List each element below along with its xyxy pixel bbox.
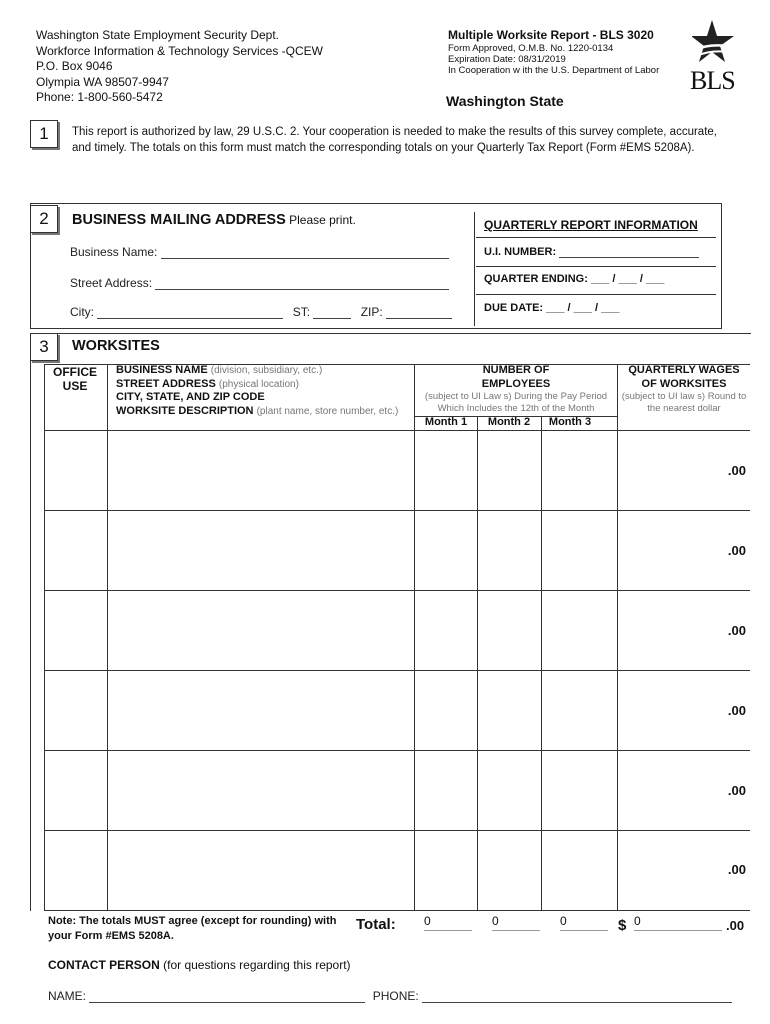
dollar-sign: $ (618, 917, 627, 934)
worksites-table (30, 333, 751, 911)
worksites-title: WORKSITES (72, 338, 160, 354)
totals-note: Note: The totals MUST agree (except for rounding) with your Form #EMS 5208A. (48, 915, 337, 942)
state-input[interactable] (313, 306, 351, 319)
row-2-wages-cents[interactable]: .00 (727, 543, 746, 558)
row-divider (44, 830, 750, 831)
zip-label: ZIP: (360, 305, 383, 319)
business-mailing-title (72, 212, 356, 228)
contact-heading (48, 958, 351, 972)
business-name-row (70, 245, 449, 259)
grid-line (617, 364, 618, 910)
month-3-header: Month 3 (548, 416, 592, 428)
office-use-header: OFFICE USE (53, 365, 97, 393)
row-1-wages-cents[interactable]: .00 (727, 463, 746, 478)
contact-name-input[interactable] (89, 990, 365, 1003)
worksite-desc-head: WORKSITE DESCRIPTION (116, 404, 254, 417)
employees-title: NUMBER OF EMPLOYEES (481, 364, 551, 390)
agency-line: P.O. Box 9046 (36, 59, 113, 73)
business-name-note: (division, subsidiary, etc.) (210, 365, 323, 376)
row-4-wages-cents[interactable]: .00 (727, 703, 746, 718)
please-print: Please print. (285, 213, 356, 227)
contact-note: (for questions regarding this report) (159, 958, 351, 972)
grid-line (477, 416, 478, 910)
row-divider (44, 590, 750, 591)
employees-header (416, 364, 616, 415)
row-divider (44, 910, 750, 911)
grid-line (107, 364, 108, 910)
month-1-header: Month 1 (424, 416, 468, 428)
grid-line (541, 416, 542, 910)
wages-note: (subject to UI law s) Round to the nearest dollar (621, 391, 747, 414)
quarter-ending-label[interactable]: QUARTER ENDING: ___ / ___ / ___ (484, 273, 665, 285)
ui-number-input[interactable] (559, 247, 699, 258)
section-3-number: 3 (30, 333, 58, 361)
approval-text: Form Approved, O.M.B. No. 1220-0134 (448, 43, 614, 54)
bls-logo: BLS (690, 66, 735, 95)
business-name-input[interactable] (161, 246, 449, 259)
grid-line (44, 430, 750, 431)
city-label: City: (70, 305, 94, 319)
section-2-number: 2 (30, 205, 58, 233)
business-header (116, 364, 416, 418)
city-input[interactable] (97, 306, 283, 319)
row-6-wages-cents[interactable]: .00 (727, 862, 746, 877)
business-mailing-heading: BUSINESS MAILING ADDRESS (72, 212, 286, 228)
row-5-wages-cents[interactable]: .00 (727, 783, 746, 798)
zip-input[interactable] (386, 306, 452, 319)
contact-name-label: NAME: (48, 989, 87, 1003)
total-month-3[interactable]: 0 (560, 914, 608, 931)
contact-phone-input[interactable] (422, 990, 732, 1003)
street-address-head: STREET ADDRESS (116, 377, 216, 390)
expiration-text: Expiration Date: 08/31/2019 (448, 54, 566, 65)
business-name-label: Business Name: (70, 245, 158, 259)
street-address-label: Street Address: (70, 276, 153, 290)
state-name: Washington State (446, 93, 564, 109)
divider (476, 294, 716, 295)
contact-name-row (48, 989, 732, 1003)
street-address-note: (physical location) (218, 378, 299, 390)
ui-number-label: U.I. NUMBER: (484, 246, 557, 258)
grid-line (414, 416, 617, 417)
grid-line (44, 364, 750, 365)
agency-line: Phone: 1-800-560-5472 (36, 90, 163, 104)
agency-line: Olympia WA 98507-9947 (36, 74, 169, 89)
street-address-input[interactable] (155, 277, 449, 290)
employees-note: (subject to UI Law s) During the Pay Period Which Includes the 12th of the Month (424, 391, 608, 414)
section-1-number: 1 (30, 120, 58, 148)
authorization-text: This report is authorized by law, 29 U.S.C. 2. Your cooperation is needed to make the results of this survey complete, accurate, and timely. The totals on this form must match the corresponding totals on your Quarterly Tax Report (Form #EMS 5208A). (72, 126, 717, 154)
total-month-2[interactable]: 0 (492, 914, 540, 931)
total-wages[interactable]: 0 (634, 914, 722, 931)
row-divider (44, 510, 750, 511)
cooperation-text: In Cooperation w ith the U.S. Department of Labor (448, 65, 660, 76)
wages-title: QUARTERLY WAGES OF WORKSITES (628, 364, 740, 390)
due-date-label[interactable]: DUE DATE: ___ / ___ / ___ (484, 302, 620, 314)
total-wages-cents: .00 (726, 918, 745, 933)
month-2-header: Month 2 (487, 416, 531, 428)
worksite-desc-note: (plant name, store number, etc.) (256, 405, 399, 417)
divider (476, 266, 716, 267)
agency-line: Workforce Information & Technology Services -QCEW (36, 43, 323, 58)
report-title: Multiple Worksite Report - BLS 3020 (448, 28, 654, 42)
state-label: ST: (292, 305, 311, 319)
street-address-row (70, 276, 449, 290)
wages-header (618, 364, 750, 415)
row-3-wages-cents[interactable]: .00 (727, 623, 746, 638)
city-state-zip-head: CITY, STATE, AND ZIP CODE (116, 391, 265, 403)
total-label: Total: (356, 916, 396, 933)
business-name-head: BUSINESS NAME (116, 364, 208, 376)
grid-line (44, 364, 45, 910)
agency-line: Washington State Employment Security Dept. (36, 28, 279, 42)
quarterly-info-title: QUARTERLY REPORT INFORMATION (484, 218, 698, 232)
grid-line (414, 364, 415, 910)
contact-title: CONTACT PERSON (48, 958, 160, 972)
ui-number-row (484, 246, 699, 258)
contact-phone-label: PHONE: (372, 989, 419, 1003)
row-divider (44, 750, 750, 751)
row-divider (44, 670, 750, 671)
divider (476, 237, 716, 238)
agency-address (36, 28, 323, 106)
city-row (70, 305, 452, 319)
total-month-1[interactable]: 0 (424, 914, 472, 931)
bls-star-icon (692, 18, 738, 66)
